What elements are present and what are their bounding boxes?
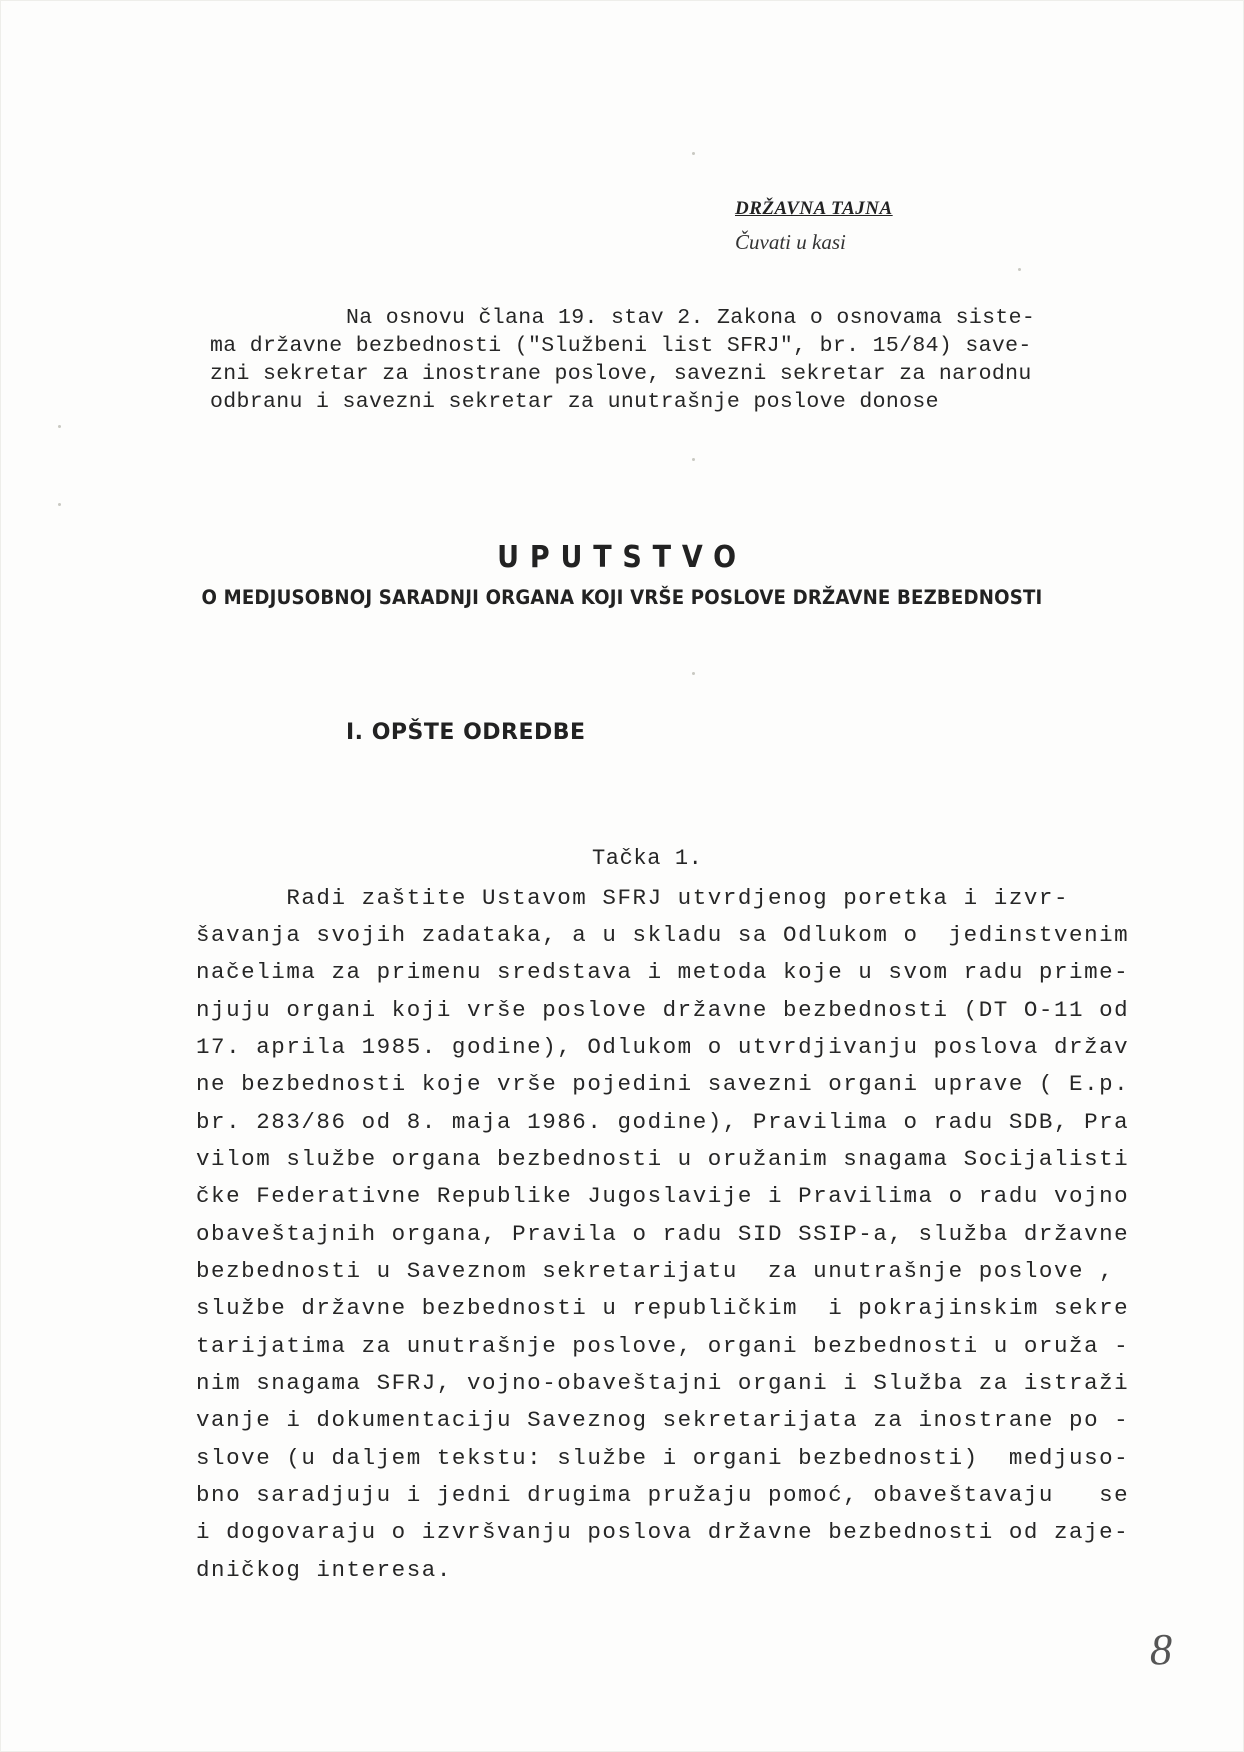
body-line: slove (u daljem tekstu: službe i organi bezbednosti) medjuso- (196, 1445, 1130, 1471)
scan-speck (58, 425, 61, 428)
scan-speck (692, 152, 695, 155)
body-line: šavanja svojih zadataka, a u skladu sa Odlukom o jedinstvenim (196, 922, 1130, 948)
body-line: nim snagama SFRJ, vojno-obaveštajni organi i Služba za istraži (196, 1370, 1130, 1396)
body-line: ne bezbednosti koje vrše pojedini savezni organi uprave ( E.p. (196, 1071, 1130, 1097)
body-line: Radi zaštite Ustavom SFRJ utvrdjenog poretka i izvr- (196, 885, 1070, 911)
body-line: 17. aprila 1985. godine), Odlukom o utvrdjivanju poslova držav (196, 1034, 1130, 1060)
document-title: UPUTSTVO (497, 540, 747, 575)
section-heading: I. OPŠTE ODREDBE (346, 720, 586, 745)
body-line: službe državne bezbednosti u republičkim i pokrajinskim sekre (196, 1295, 1130, 1321)
body-line: i dogovaraju o izvršvanju poslova državne bezbednosti od zaje- (196, 1519, 1130, 1545)
scan-speck (692, 672, 695, 675)
body-line: br. 283/86 od 8. maja 1986. godine), Pravilima o radu SDB, Pra (196, 1109, 1130, 1135)
body-line: tarijatima za unutrašnje poslove, organi bezbednosti u oruža - (196, 1333, 1130, 1359)
scan-speck (692, 458, 695, 461)
handwritten-page-number: 8 (1150, 1625, 1172, 1674)
scan-speck (58, 503, 61, 506)
body-line: vanje i dokumentaciju Saveznog sekretarijata za inostrane po - (196, 1407, 1130, 1433)
body-line: načelima za primenu sredstava i metoda koje u svom radu prime- (196, 959, 1130, 985)
body-line: vilom službe organa bezbednosti u oružanim snagama Socijalisti (196, 1146, 1130, 1172)
body-line: čke Federativne Republike Jugoslavije i Pravilima o radu vojno (196, 1183, 1130, 1209)
body-line: obaveštajnih organa, Pravila o radu SID SSIP-a, služba državne (196, 1221, 1130, 1247)
preamble-line: odbranu i savezni sekretar za unutrašnje poslove donose (210, 390, 939, 414)
body-line: bezbednosti u Saveznom sekretarijatu za unutrašnje poslove , (196, 1258, 1115, 1284)
classification-stamp: DRŽAVNA TAJNA (735, 198, 893, 219)
preamble-line: Na osnovu člana 19. stav 2. Zakona o osnovama siste- (346, 306, 1036, 330)
point-heading: Tačka 1. (592, 846, 703, 871)
scan-speck (1018, 268, 1021, 271)
body-line: dničkog interesa. (196, 1557, 452, 1583)
keep-in-safe-note: Čuvati u kasi (735, 230, 846, 254)
body-line: njuju organi koji vrše poslove državne bezbednosti (DT O-11 od (196, 997, 1130, 1023)
preamble-line: zni sekretar za inostrane poslove, savezni sekretar za narodnu (210, 362, 1032, 386)
document-subtitle: O MEDJUSOBNOJ SARADNJI ORGANA KOJI VRŠE POSLOVE DRŽAVNE BEZBEDNOSTI (201, 586, 1043, 609)
body-line: bno saradjuju i jedni drugima pružaju pomoć, obaveštavaju se (196, 1482, 1130, 1508)
preamble-line: ma državne bezbednosti ("Službeni list SFRJ", br. 15/84) save- (210, 334, 1032, 358)
